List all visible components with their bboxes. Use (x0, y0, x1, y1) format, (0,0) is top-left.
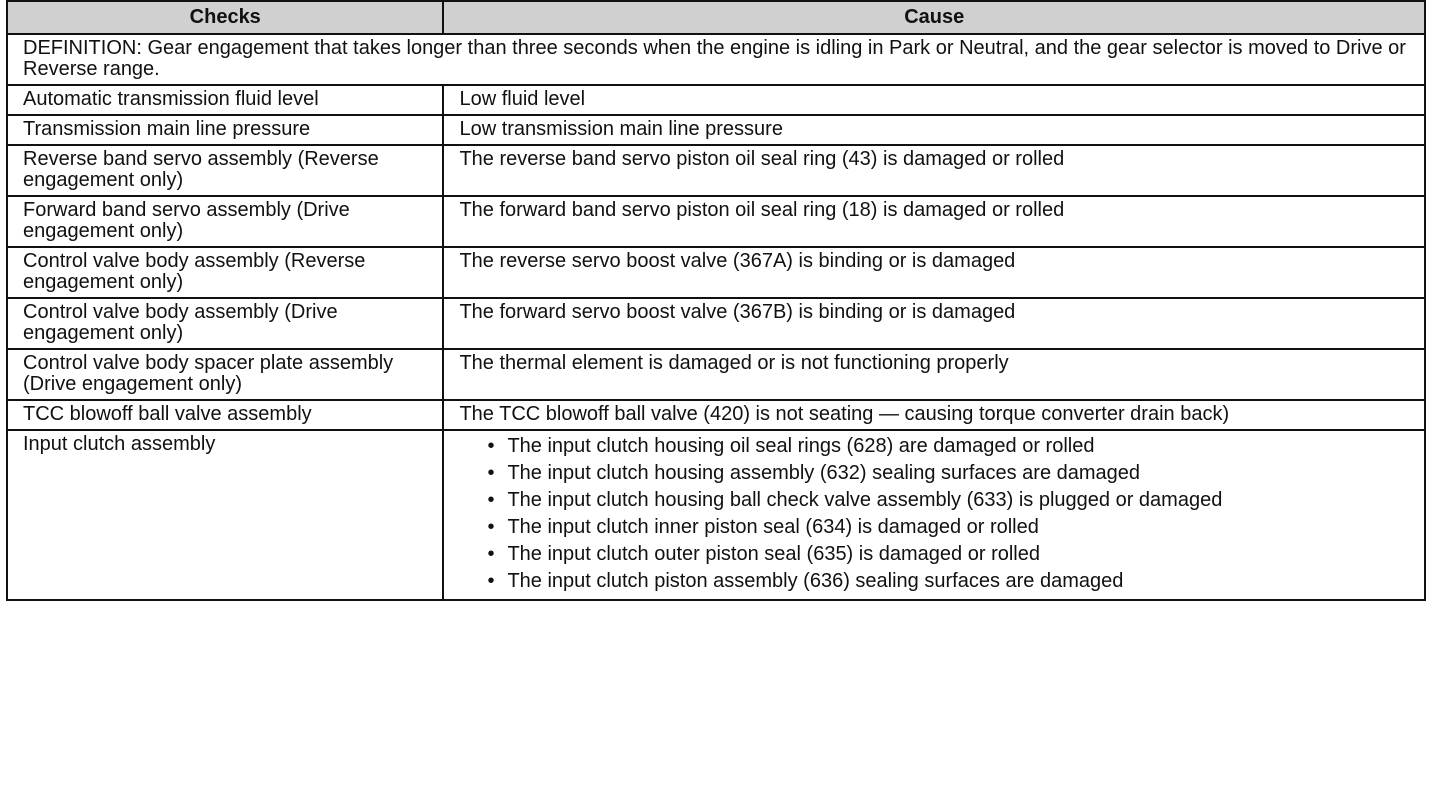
input-clutch-row (7, 430, 1425, 600)
check-cell: Automatic transmission fluid level (7, 85, 443, 115)
cause-cell: The reverse servo boost valve (367A) is binding or is damaged (443, 247, 1425, 298)
cause-cell: The TCC blowoff ball valve (420) is not seating — causing torque converter drain back) (443, 400, 1425, 430)
cause-cell: The thermal element is damaged or is not functioning properly (443, 349, 1425, 400)
cause-cell: The forward servo boost valve (367B) is binding or is damaged (443, 298, 1425, 349)
check-cell: Control valve body assembly (Reverse engagement only) (7, 247, 443, 298)
cause-cell: Low transmission main line pressure (443, 115, 1425, 145)
check-cell: Forward band servo assembly (Drive engagement only) (7, 196, 443, 247)
check-cell: Transmission main line pressure (7, 115, 443, 145)
cause-bullet-list (459, 431, 1414, 599)
header-checks: Checks (7, 1, 443, 34)
check-cell: Control valve body assembly (Drive engagement only) (7, 298, 443, 349)
header-cause: Cause (443, 1, 1425, 34)
definition-text: DEFINITION: Gear engagement that takes longer than three seconds when the engine is idling in Park or Neutral, and the gear selector is moved to Drive or Reverse range. (7, 34, 1425, 85)
check-cell: TCC blowoff ball valve assembly (7, 400, 443, 430)
table-row (7, 85, 1425, 115)
cause-cell: The reverse band servo piston oil seal ring (43) is damaged or rolled (443, 145, 1425, 196)
cause-cell: The forward band servo piston oil seal ring (18) is damaged or rolled (443, 196, 1425, 247)
cause-bullet-item: • The input clutch outer piston seal (635) is damaged or rolled (487, 541, 1414, 568)
table-row (7, 247, 1425, 298)
check-cell: Reverse band servo assembly (Reverse engagement only) (7, 145, 443, 196)
check-cell-input-clutch: Input clutch assembly (7, 430, 443, 600)
table-row (7, 145, 1425, 196)
table-row (7, 196, 1425, 247)
table-row (7, 115, 1425, 145)
table-row (7, 298, 1425, 349)
diagnostic-table-sheet (6, 0, 1426, 601)
cause-bullet-item: • The input clutch housing assembly (632) sealing surfaces are damaged (487, 460, 1414, 487)
header-row (7, 1, 1425, 34)
definition-row (7, 34, 1425, 85)
cause-bullet-item: • The input clutch piston assembly (636) sealing surfaces are damaged (487, 568, 1414, 595)
table-row (7, 349, 1425, 400)
cause-cell-input-clutch (443, 430, 1425, 600)
diagnostic-table (6, 0, 1426, 601)
cause-bullet-item: • The input clutch inner piston seal (634) is damaged or rolled (487, 514, 1414, 541)
cause-bullet-item: • The input clutch housing ball check valve assembly (633) is plugged or damaged (487, 487, 1414, 514)
check-cell: Control valve body spacer plate assembly (Drive engagement only) (7, 349, 443, 400)
cause-cell: Low fluid level (443, 85, 1425, 115)
table-row (7, 400, 1425, 430)
cause-bullet-item: • The input clutch housing oil seal rings (628) are damaged or rolled (487, 433, 1414, 460)
